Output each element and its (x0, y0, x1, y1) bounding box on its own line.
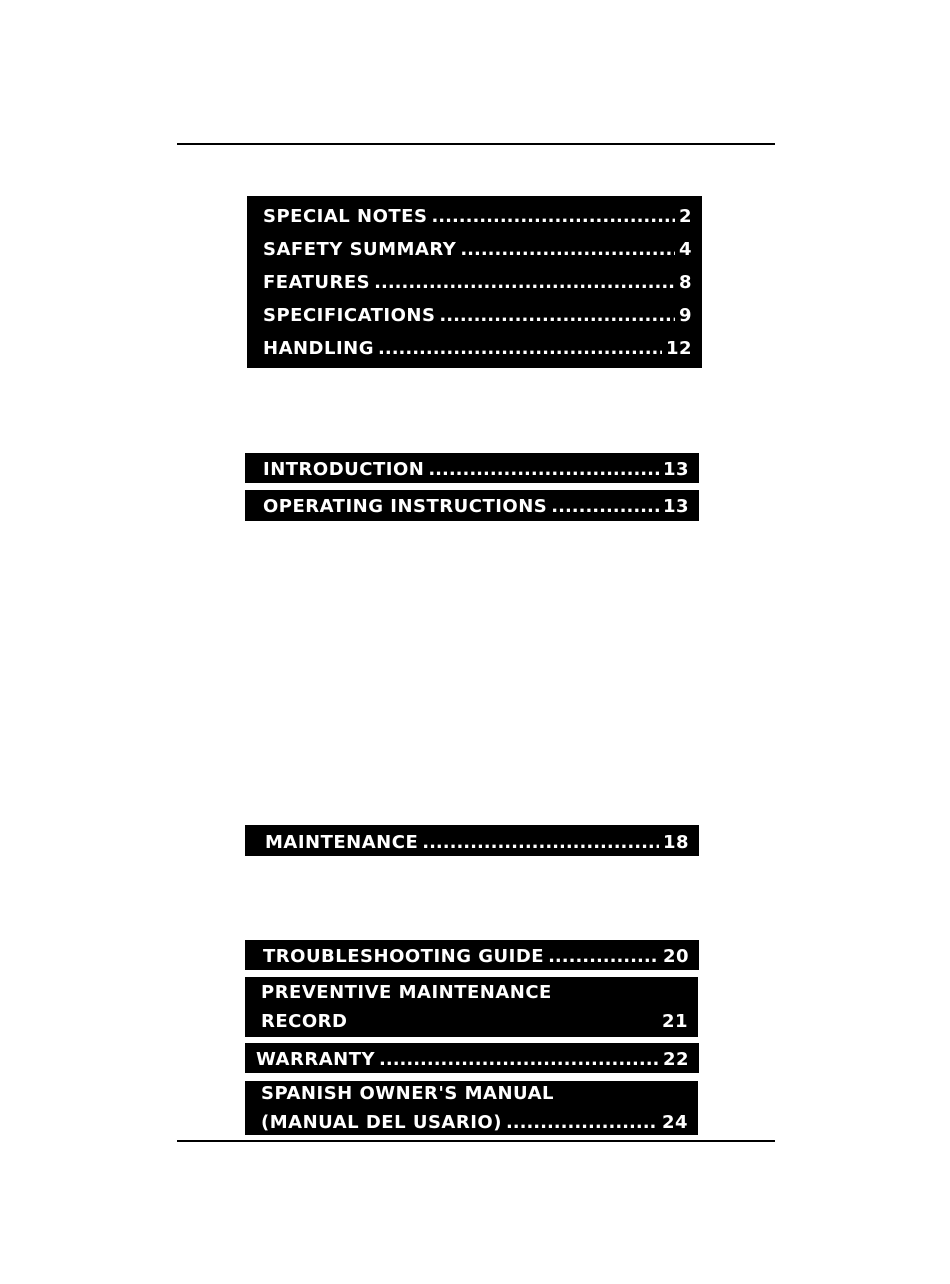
toc-entry-page: 18 (662, 832, 689, 853)
toc-entry-operating-instructions (263, 490, 689, 518)
toc-entry-title: SAFETY SUMMARY (263, 239, 457, 260)
toc-entry-preventive-line2 (261, 1005, 688, 1033)
toc-leader (460, 239, 675, 261)
top-rule (177, 143, 775, 145)
toc-leader (548, 946, 659, 968)
toc-entry-page: 9 (678, 305, 692, 326)
toc-entry-safety-summary[interactable] (263, 233, 692, 261)
toc-group-general (247, 196, 702, 368)
toc-entry-page: 24 (661, 1112, 688, 1133)
toc-leader (379, 1049, 659, 1071)
toc-entry-warranty (256, 1043, 689, 1071)
toc-entry-spanish-line2 (261, 1106, 688, 1134)
toc-box-troubleshooting[interactable] (245, 940, 699, 970)
toc-leader (551, 496, 659, 518)
toc-entry-introduction (263, 453, 689, 481)
toc-entry-page: 13 (662, 496, 689, 517)
toc-box-maintenance[interactable] (245, 825, 699, 856)
toc-entry-title: INTRODUCTION (263, 459, 425, 480)
toc-entry-title: HANDLING (263, 338, 375, 359)
toc-box-preventive-maintenance-record[interactable] (245, 977, 698, 1037)
toc-entry-troubleshooting (263, 940, 689, 968)
toc-leader (422, 832, 659, 854)
toc-entry-title: OPERATING INSTRUCTIONS (263, 496, 548, 517)
toc-entry-title-line2: (MANUAL DEL USARIO) (261, 1112, 502, 1133)
toc-leader (431, 206, 675, 228)
toc-entry-page: 22 (662, 1049, 689, 1070)
toc-entry-page: 13 (662, 459, 689, 480)
toc-entry-title: WARRANTY (256, 1049, 376, 1070)
toc-box-spanish-manual[interactable] (245, 1081, 698, 1135)
toc-entry-special-notes[interactable] (263, 200, 692, 228)
toc-leader (428, 459, 659, 481)
toc-box-operating-instructions[interactable] (245, 490, 699, 521)
toc-entry-specifications[interactable] (263, 299, 692, 327)
toc-box-warranty[interactable] (245, 1043, 699, 1073)
toc-entry-title: MAINTENANCE (265, 832, 419, 853)
toc-entry-page: 21 (661, 1011, 688, 1032)
toc-leader (506, 1112, 658, 1134)
toc-entry-title-line1: PREVENTIVE MAINTENANCE (261, 982, 552, 1003)
toc-entry-title: SPECIFICATIONS (263, 305, 436, 326)
toc-entry-title-line1: SPANISH OWNER'S MANUAL (261, 1083, 554, 1104)
toc-entry-page: 20 (662, 946, 689, 967)
toc-leader (378, 338, 662, 360)
toc-entry-handling[interactable] (263, 332, 692, 360)
toc-entry-title: SPECIAL NOTES (263, 206, 428, 227)
toc-entry-features[interactable] (263, 266, 692, 294)
toc-entry-title: FEATURES (263, 272, 371, 293)
toc-entry-maintenance (265, 826, 689, 854)
toc-box-introduction[interactable] (245, 453, 699, 483)
toc-entry-title-line2: RECORD (261, 1011, 348, 1032)
toc-leader (374, 272, 675, 294)
toc-entry-title: TROUBLESHOOTING GUIDE (263, 946, 545, 967)
toc-entry-page: 4 (678, 239, 692, 260)
toc-entry-page: 8 (678, 272, 692, 293)
bottom-rule (177, 1140, 775, 1142)
toc-entry-page: 2 (678, 206, 692, 227)
toc-leader (439, 305, 675, 327)
toc-entry-page: 12 (665, 338, 692, 359)
